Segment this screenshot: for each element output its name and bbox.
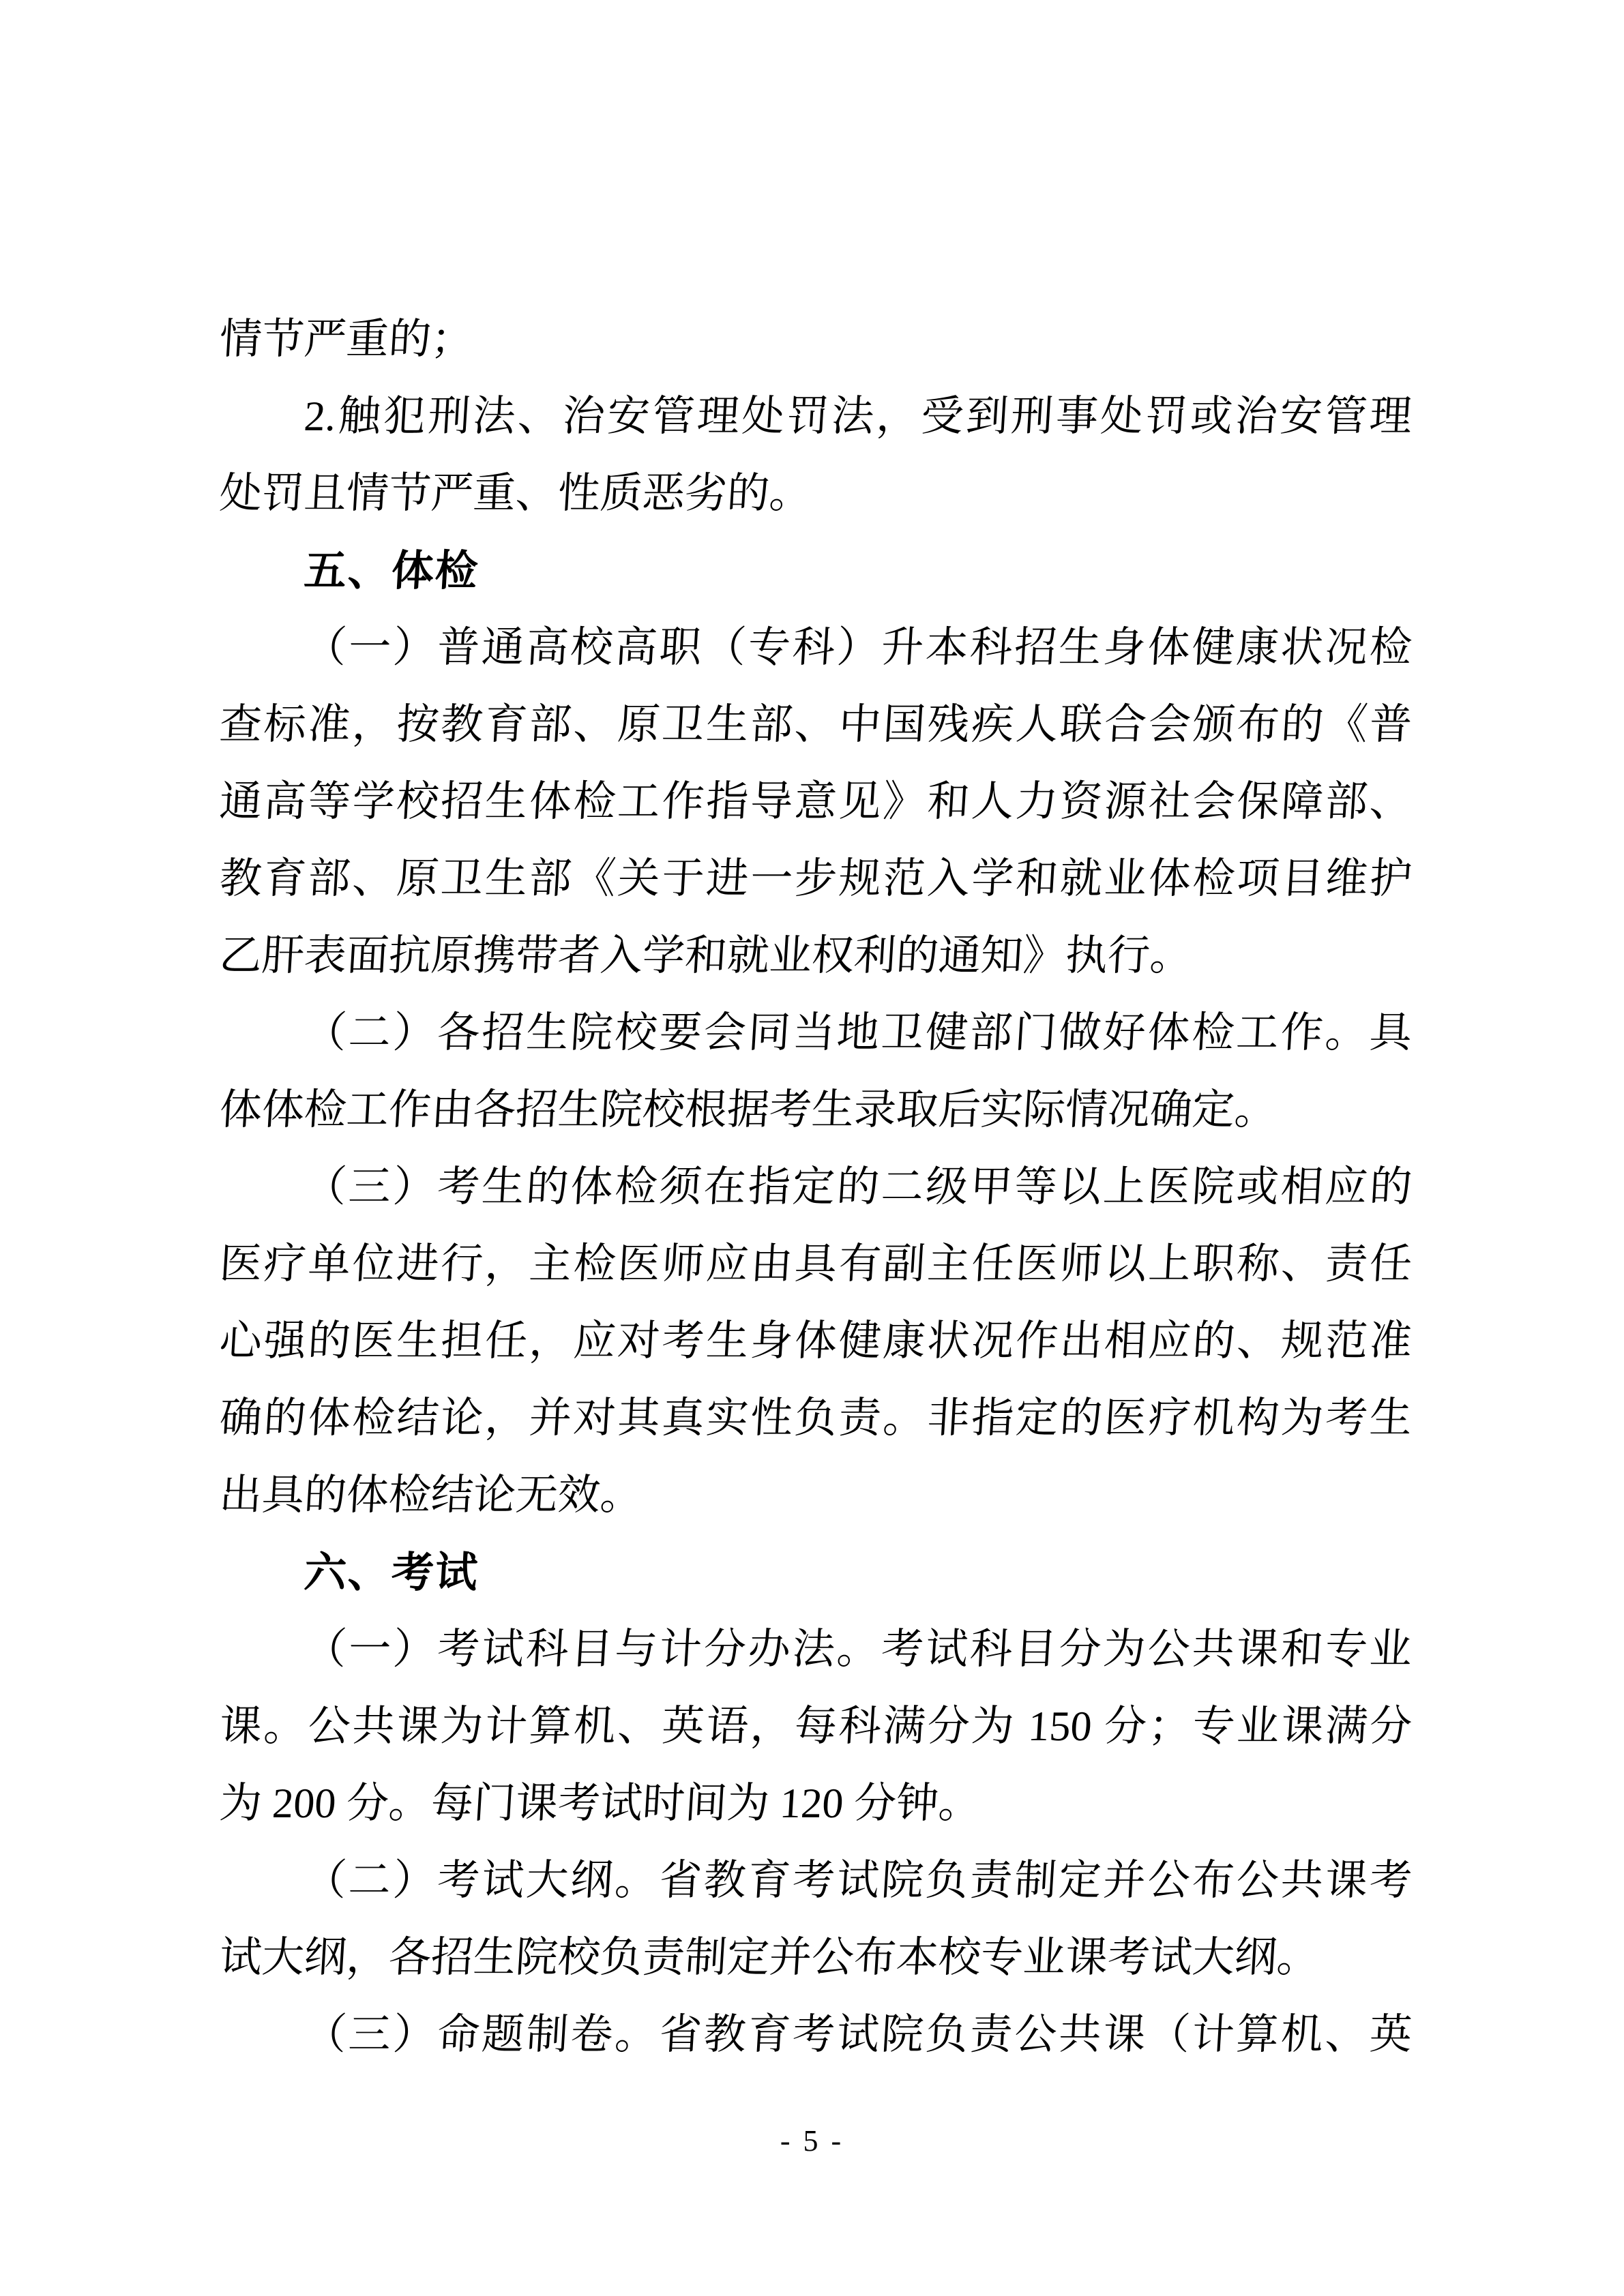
text-line: 确的体检结论，并对其真实性负责。非指定的医疗机构为考生 [218,1395,1414,1442]
text-line: 课。公共课为计算机、英语，每科满分为 150 分；专业课满分 [218,1703,1414,1750]
text-line: 出具的体检结论无效。 [218,1472,645,1519]
text-line: 乙肝表面抗原携带者入学和就业权利的通知》执行。 [218,933,1194,979]
section-heading-tijian: 五、体检 [302,548,481,595]
text-line: （三）考生的体检须在指定的二级甲等以上医院或相应的 [302,1164,1414,1210]
text-line: 查标准，按教育部、原卫生部、中国残疾人联合会颁布的《普 [218,702,1414,748]
document-body [220,301,1412,2074]
text-line: 情节严重的； [218,316,475,363]
text-line: 通高等学校招生体检工作指导意见》和人力资源社会保障部、 [218,779,1414,825]
text-line: 体体检工作由各招生院校根据考生录取后实际情况确定。 [218,1087,1279,1133]
text-line: （三）命题制卷。省教育考试院负责公共课（计算机、英 [302,2012,1414,2058]
text-line: 处罚且情节严重、性质恶劣的。 [218,471,814,517]
text-line: 为 200 分。每门课考试时间为 120 分钟。 [218,1780,983,1827]
page-number: - 5 - [780,2124,844,2158]
text-line: 心强的医生担任，应对考生身体健康状况作出相应的、规范准 [218,1318,1414,1365]
text-line: 教育部、原卫生部《关于进一步规范入学和就业体检项目维护 [218,856,1414,902]
text-line: 试大纲，各招生院校负责制定并公布本校专业课考试大纲。 [218,1935,1321,1981]
text-line: （一）考试科目与计分办法。考试科目分为公共课和专业 [302,1626,1414,1673]
text-line: 医疗单位进行，主检医师应由具有副主任医师以上职称、责任 [218,1241,1414,1287]
text-line: 2.触犯刑法、治安管理处罚法，受到刑事处罚或治安管理 [302,393,1414,440]
text-line: （二）各招生院校要会同当地卫健部门做好体检工作。具 [302,1010,1414,1056]
section-heading-kaoshi: 六、考试 [302,1549,481,1596]
text-line: （二）考试大纲。省教育考试院负责制定并公布公共课考 [302,1858,1414,1904]
text-line: （一）普通高校高职（专科）升本科招生身体健康状况检 [302,625,1414,671]
